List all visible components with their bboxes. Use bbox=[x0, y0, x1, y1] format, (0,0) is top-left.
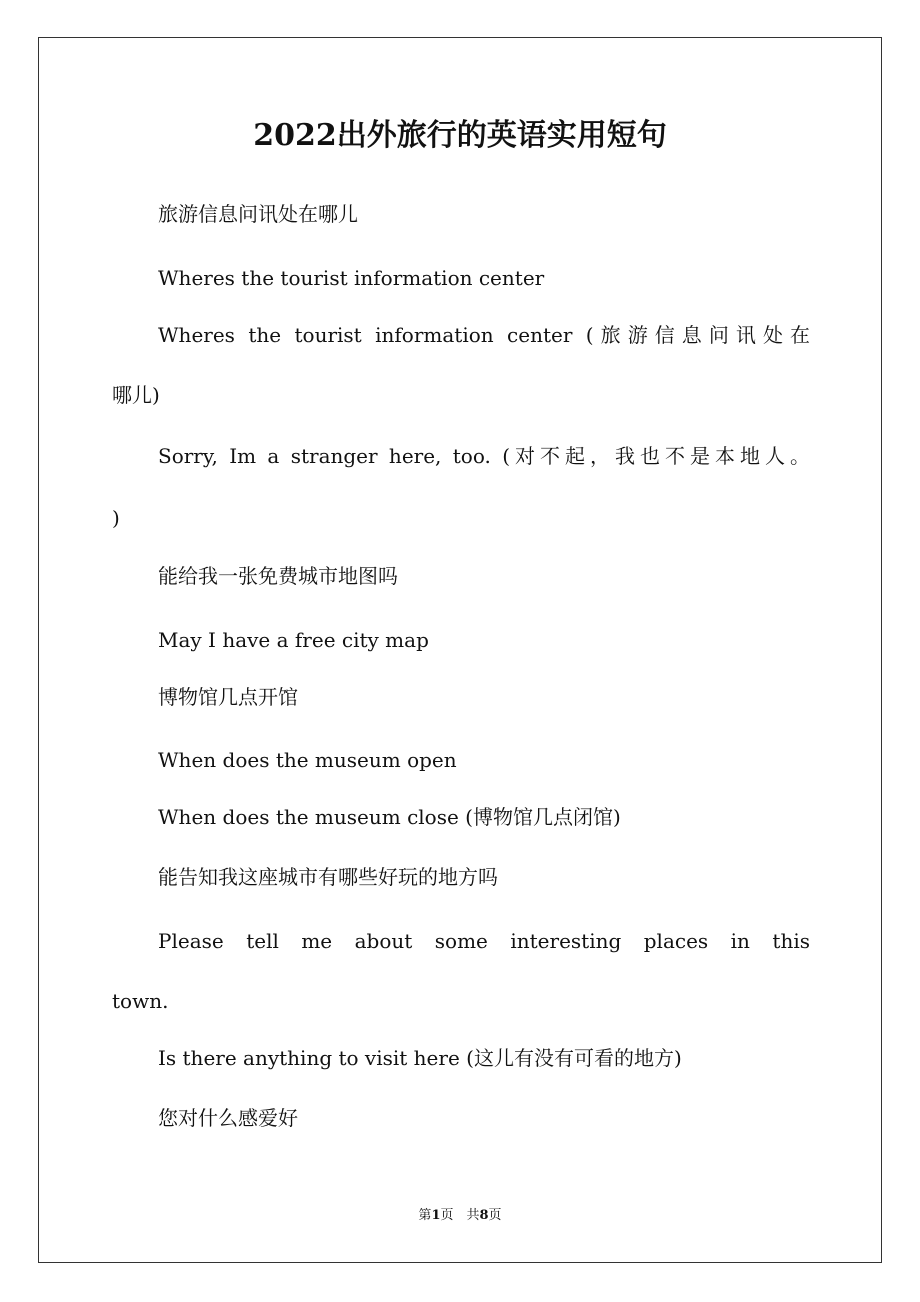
text-line-7: 能给我一张免费城市地图吗 bbox=[158, 564, 398, 588]
text-line-10: When does the museum open bbox=[158, 748, 457, 772]
footer-page-prefix: 第 bbox=[418, 1208, 432, 1223]
text-line-12: 能告知我这座城市有哪些好玩的地方吗 bbox=[158, 865, 498, 889]
footer-page-total: 8 bbox=[479, 1208, 489, 1223]
footer-page-suffix: 页 bbox=[488, 1208, 502, 1223]
text-line-2: Wheres the tourist information center bbox=[158, 266, 545, 290]
text-line-14: town. bbox=[112, 989, 169, 1013]
text-line-15: Is there anything to visit here (这儿有没有可看的地方) bbox=[158, 1046, 682, 1070]
footer-page-mid: 页 共 bbox=[440, 1208, 480, 1223]
text-line-1: 旅游信息问讯处在哪儿 bbox=[158, 202, 358, 226]
text-line-3: Wheres the tourist information center (旅游信息问讯处在 bbox=[158, 323, 810, 347]
text-line-13: Please tell me about some interesting places in this bbox=[158, 929, 810, 953]
text-line-16: 您对什么感爱好 bbox=[158, 1106, 298, 1130]
text-line-9: 博物馆几点开馆 bbox=[158, 685, 298, 709]
text-line-4: 哪儿) bbox=[112, 383, 160, 407]
page-footer bbox=[0, 1206, 920, 1226]
text-line-5: Sorry, Im a stranger here, too. (对不起，我也不是本地人。 bbox=[158, 444, 810, 468]
text-line-6: ) bbox=[112, 506, 120, 530]
text-line-11: When does the museum close (博物馆几点闭馆) bbox=[158, 805, 621, 829]
footer-page-current: 1 bbox=[431, 1208, 441, 1223]
text-line-8: May I have a free city map bbox=[158, 628, 429, 652]
document-title: 2022出外旅行的英语实用短句 bbox=[253, 118, 667, 153]
